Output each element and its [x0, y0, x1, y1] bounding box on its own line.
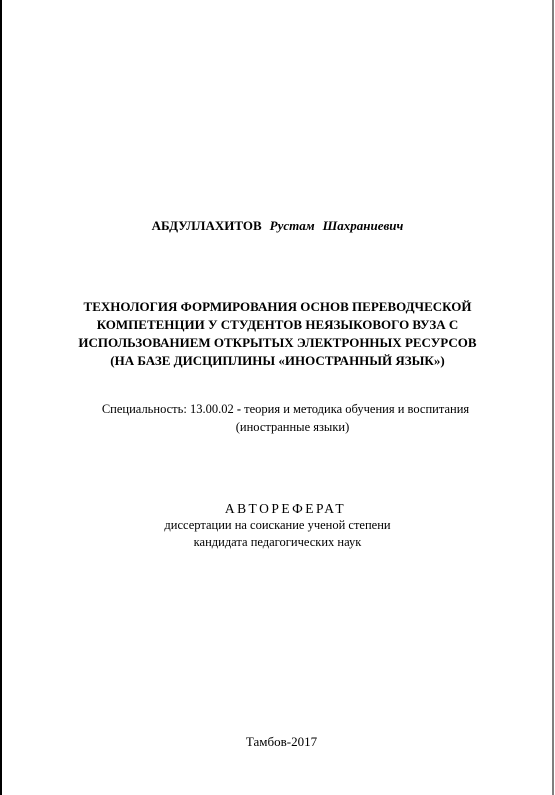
specialty [0, 400, 555, 436]
abstract-heading: АВТОРЕФЕРАТ [224, 501, 347, 516]
dissertation-title [0, 298, 555, 370]
abstract-block [0, 500, 555, 551]
title-line: (НА БАЗЕ ДИСЦИПЛИНЫ «ИНОСТРАННЫЙ ЯЗЫК») [110, 353, 445, 368]
abstract-line: диссертации на соискание ученой степени [164, 518, 391, 532]
title-line: ТЕХНОЛОГИЯ ФОРМИРОВАНИЯ ОСНОВ ПЕРЕВОДЧЕСКОЙ [83, 299, 472, 314]
title-line: ИСПОЛЬЗОВАНИЕМ ОТКРЫТЫХ ЭЛЕКТРОННЫХ РЕСУРСОВ [78, 335, 477, 350]
specialty-code: 13.00.02 [189, 402, 234, 416]
author-patronymic: Шахраниевич [322, 218, 404, 233]
specialty-name: теория и методика обучения и воспитания [244, 402, 470, 416]
author-name [0, 218, 555, 234]
abstract-line: кандидата педагогических наук [193, 535, 362, 549]
specialty-dash: - [236, 402, 241, 416]
title-line: КОМПЕТЕНЦИИ У СТУДЕНТОВ НЕЯЗЫКОВОГО ВУЗА С [96, 317, 459, 332]
page-left-edge [0, 0, 2, 795]
specialty-line [16, 400, 555, 418]
specialty-label: Специальность: [101, 402, 187, 416]
page-right-edge [552, 0, 554, 795]
author-surname: АБДУЛЛАХИТОВ [151, 218, 262, 233]
specialty-subfield: (иностранные языки) [235, 420, 350, 434]
place-year: Тамбов-2017 [245, 734, 318, 749]
author-given-name: Рустам [269, 218, 315, 233]
